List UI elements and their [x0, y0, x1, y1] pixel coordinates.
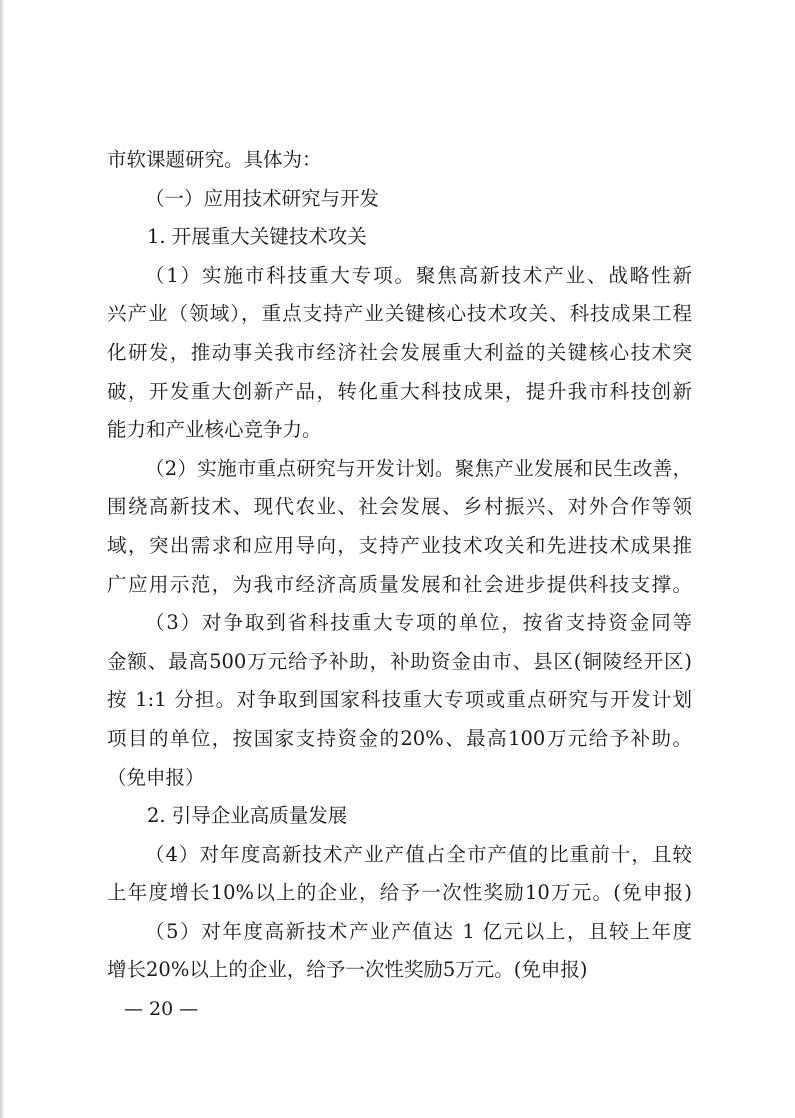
paragraph-line: 项目的单位，按国家支持资金的20%、最高100万元给予补助。	[107, 726, 692, 750]
paragraph-line: 金额、最高500万元给予补助，补助资金由市、县区(铜陵经开区)	[107, 649, 692, 673]
paragraph-line: （免申报）	[107, 765, 205, 789]
paragraph-line: 兴产业（领域），重点支持产业关键核心技术攻关、科技成果工程	[107, 302, 692, 326]
section-heading: （一）应用技术研究与开发	[145, 186, 380, 210]
document-body	[107, 141, 692, 990]
text-line: 市软课题研究。具体为：	[107, 148, 322, 171]
paragraph-line: 上年度增长10%以上的企业，给予一次性奖励10万元。(免申报)	[107, 881, 692, 905]
subsection-heading: 1. 开展重大关键技术攻关	[147, 225, 367, 249]
paragraph-line: （3）对争取到省科技重大专项的单位，按省支持资金同等	[145, 611, 692, 635]
paragraph-line: 围绕高新技术、现代农业、社会发展、乡村振兴、对外合作等领	[107, 495, 692, 519]
page-edge-shadow	[0, 0, 5, 1118]
paragraph-line: （5）对年度高新技术产业产值达 1 亿元以上，且较上年度	[145, 919, 692, 943]
paragraph-line: 能力和产业核心竞争力。	[107, 418, 322, 442]
paragraph-line: 化研发，推动事关我市经济社会发展重大利益的关键核心技术突	[107, 340, 692, 364]
paragraph-line: 域，突出需求和应用导向，支持产业技术攻关和先进技术成果推	[107, 533, 692, 557]
paragraph-line: （4）对年度高新技术产业产值占全市产值的比重前十，且较	[145, 842, 692, 866]
paragraph-line: 按 1:1 分担。对争取到国家科技重大专项或重点研究与开发计划	[107, 688, 692, 712]
paragraph-line: 广应用示范，为我市经济高质量发展和社会进步提供科技支撑。	[107, 572, 692, 596]
paragraph-line: 增长20%以上的企业，给予一次性奖励5万元。(免申报)	[107, 958, 588, 982]
subsection-heading: 2. 引导企业高质量发展	[147, 804, 348, 828]
paragraph-line: 破，开发重大创新产品，转化重大科技成果，提升我市科技创新	[107, 379, 692, 403]
paragraph-line: （1）实施市科技重大专项。聚焦高新技术产业、战略性新	[145, 263, 692, 287]
page-number: — 20 —	[124, 998, 199, 1020]
paragraph-line: （2）实施市重点研究与开发计划。聚焦产业发展和民生改善，	[145, 456, 692, 480]
